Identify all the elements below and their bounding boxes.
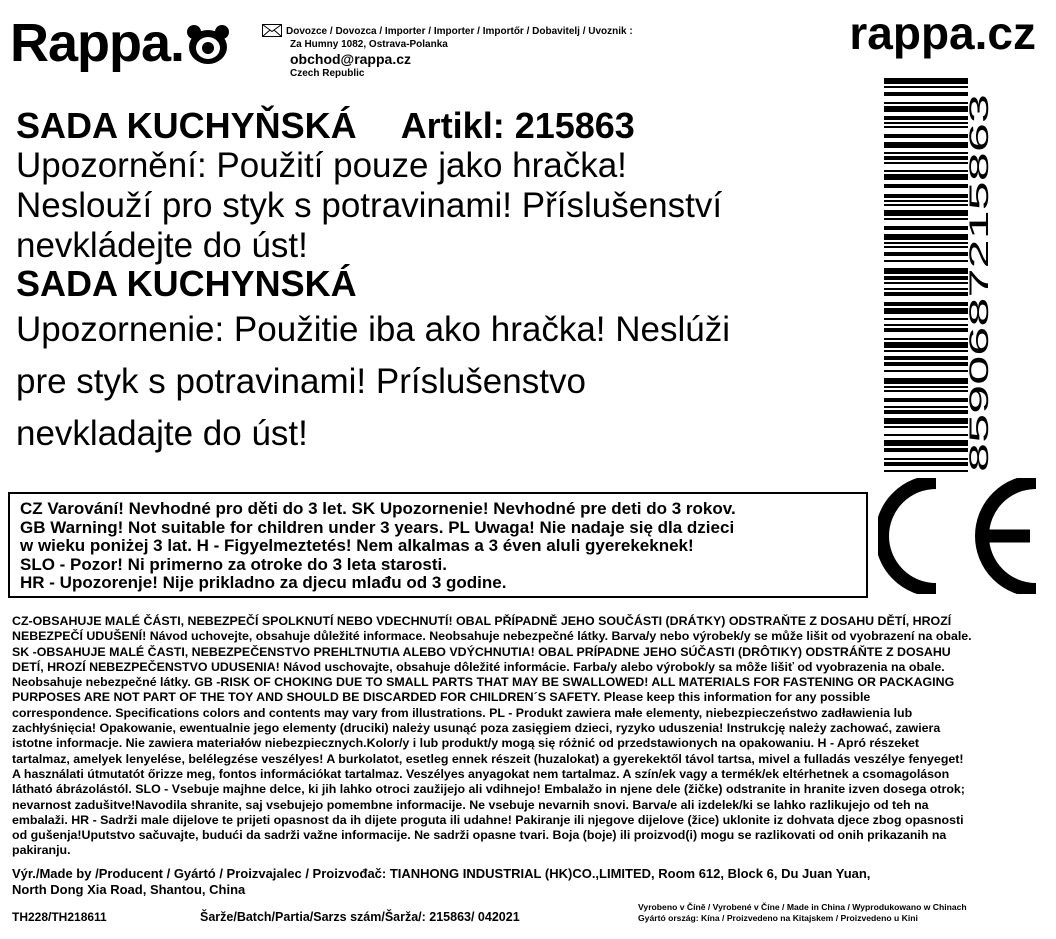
barcode-bar xyxy=(884,200,968,202)
barcode-bar xyxy=(884,282,968,284)
age-warning-line: GB Warning! Not suitable for children under 3 years. PL Uwaga! Nie nadaje się dla dzieci xyxy=(20,517,735,537)
barcode-bar xyxy=(884,122,968,124)
warning-cz-line-3: nevkládejte do úst! xyxy=(16,226,308,265)
barcode-bar xyxy=(884,288,968,290)
small-print-line: CZ-OBSAHUJE MALÉ ČÁSTI, NEBEZPEČÍ SPOLKNUTÍ NEBO VDECHNUTÍ! OBAL PŘÍPADNĚ JEHO SOUČÁSTI (DRÁTKY) ODSTRAŇTE Z DOSAHU DĚTÍ, HROZÍ xyxy=(12,614,952,628)
barcode-bar xyxy=(884,410,968,414)
barcode-bar xyxy=(884,170,968,172)
barcode-bar xyxy=(884,406,968,408)
ce-mark-icon xyxy=(878,478,1046,594)
barcode-bar xyxy=(884,142,968,148)
title-row-cz xyxy=(16,106,876,146)
origin-line-1: Vyrobeno v Číně / Vyrobené v Číne / Made in China / Wyprodukowano w Chinach xyxy=(638,902,967,912)
manufacturer-block xyxy=(12,866,1012,898)
barcode-bar xyxy=(884,426,968,428)
barcode-bar xyxy=(884,434,968,436)
barcode-number: 8590687215863 xyxy=(964,276,994,472)
warning-sk-line-2: pre styk s potravinami! Príslušenstvo xyxy=(16,362,586,401)
origin-line-2: Gyártó ország: Kína / Proizvedeno na Kitajskem / Proizvedeno u Kini xyxy=(638,913,918,923)
country-of-origin xyxy=(638,902,967,924)
age-warning-line: w wieku poniżej 3 lat. H - Figyelmeztetés! Nem alkalmas a 3 éven aluli gyerekeknek! xyxy=(20,536,694,555)
barcode-bar xyxy=(884,462,968,466)
barcode-bar xyxy=(884,194,968,198)
age-warning-line: SLO - Pozor! Ni primerno za otroke do 3 leta starosti. xyxy=(20,554,447,574)
barcode-bar xyxy=(884,242,968,244)
barcode-bar xyxy=(884,448,968,452)
small-print-line: NEBEZPEČÍ UDUŠENÍ! Návod uchovejte, obsahuje důležité informace. Neobsahuje nebezpečné látky. Barva/y nebo výrobek/y se může lišit od vyobrazení na obale. xyxy=(12,629,972,644)
batch-number: Šarže/Batch/Partia/Sarzs szám/Šarža/: 215863/ 042021 xyxy=(200,910,520,924)
warning-sk-line-1: Upozornenie: Použitie iba ako hračka! Neslúži xyxy=(16,310,730,349)
barcode-bar xyxy=(884,102,968,104)
manufacturer-line-1: Výr./Made by /Producent / Gyártó / Proizvajalec / Proizvođač: TIANHONG INDUSTRIAL (HK)CO.,LIMITED, Room 612, Block 6, Du Juan Yuan, xyxy=(12,866,871,881)
barcode-bar xyxy=(884,86,968,88)
small-print-line: Neobsahuje nebezpečné látky. GB -RISK OF CHOKING DUE TO SMALL PARTS THAT MAY BE SWALLOWED! ALL MATERIALS FOR FASTENING OR PACKAGING xyxy=(12,675,955,690)
small-print-line: SK -OBSAHUJE MALÉ ČASTI, NEBEZPEČENSTVO PREHLTNUTIA ALEBO VDÝCHNUTIA! OBAL PRÍPADNE JEHO SÚČASTI (DRÔTIKY) ODSTRÁŇTE Z DOSAHU xyxy=(12,644,951,659)
barcode-bar xyxy=(884,356,968,360)
barcode-bar xyxy=(884,156,968,160)
barcode-bar xyxy=(884,152,968,154)
barcode-bar xyxy=(884,328,968,332)
barcode-bar xyxy=(884,260,968,262)
safety-small-print xyxy=(12,614,1048,859)
barcode-bar xyxy=(884,234,968,240)
barcode-bar xyxy=(884,246,968,248)
barcode-bar xyxy=(884,398,968,402)
warning-cz-line-2: Neslouží pro styk s potravinami! Příslušenství xyxy=(16,186,723,225)
rappa-logo xyxy=(10,13,230,73)
age-warning-line: CZ Varování! Nevhodné pro děti do 3 let. SK Upozornenie! Nevhodné pre deti do 3 rokov. xyxy=(20,499,736,518)
barcode xyxy=(884,76,994,476)
importer-block xyxy=(262,24,633,81)
logo-text: Rappa. xyxy=(10,13,185,73)
barcode-bar xyxy=(884,362,968,366)
product-section xyxy=(16,106,876,454)
barcode-bar xyxy=(884,470,968,472)
barcode-bar xyxy=(884,386,968,388)
barcode-bar xyxy=(884,458,968,460)
small-print-line: embalaži. HR - Sadrži male dijelove te prijeti opasnost da ih dijete proguta ili udahne! Pakiranje ili njegove dijelove (žice) uklonite iz dohvata djece zbog opasnosti xyxy=(12,812,964,827)
barcode-bar xyxy=(884,174,968,180)
small-print-line: DETÍ, HROZÍ NEBEZPEČENSTVO UDUSENIA! Návod uschovajte, obsahuje dôležité informácie. Farba/y alebo výrobok/y sa môže lišiť od vyobrazenia na obale. xyxy=(12,659,945,674)
article-number: Artikl: 215863 xyxy=(400,105,635,146)
importer-label: Dovozce / Dovozca / Importer / Importer / Importőr / Dobavitelj / Uvoznik : xyxy=(286,26,633,37)
small-print-line: nevarnost zadušitve!Navodila shranite, saj vsebujejo pomembne informacije. Ne vsebuje nevarnih snovi. Barva/e ali izdelek/ki se lahko razlikujejo od teh na xyxy=(12,797,929,812)
barcode-bar xyxy=(884,318,968,320)
age-warning-line: HR - Upozorenje! Nije prikladno za djecu mlađu od 3 godine. xyxy=(20,573,507,592)
small-print-line: istotne informacje. Nie zawiera materiałów niebezpiecznych.Kolor/y i lub produkt/y mogą się różnić od przedstawionych na opakowaniu. H - Apró részeket xyxy=(12,736,920,751)
brand-url: rappa.cz xyxy=(849,7,1036,59)
barcode-bar xyxy=(884,268,968,274)
small-print-line: od gušenja!Uputstvo sačuvajte, budući da sadrži važne informacije. Ne sadrži opasne tvari. Boja (boje) ili proizvod(i) mogu se razlikovati od onih prikazanih na xyxy=(12,828,947,843)
barcode-bar xyxy=(884,184,968,188)
age-warning-box xyxy=(8,492,868,598)
small-print-line: látható ábrázolástól. SLO - Vsebuje majhne delce, ki jih lahko otroci zaužijejo ali vdihnejo! Embalažo in njene dele (žičke) odstranite in hranite izven dosega otrok; xyxy=(12,782,965,797)
barcode-bar xyxy=(884,134,968,138)
barcode-bar xyxy=(884,338,968,340)
importer-address: Za Humny 1082, Ostrava-Polanka xyxy=(290,38,448,50)
warning-sk-line-3: nevkladajte do úst! xyxy=(16,414,308,453)
barcode-bar xyxy=(884,106,968,112)
barcode-bar xyxy=(884,78,968,84)
barcode-bar xyxy=(884,92,968,96)
small-print-line: A használati útmutatót őrizze meg, fontos információkat tartalmaz. Veszélyes anyagokat nem tartalmaz. A szín/ek vagy a termék/ek eltérhetnek a csomagoláson xyxy=(12,766,950,781)
manufacturer-line-2: North Dong Xia Road, Shantou, China xyxy=(12,882,246,897)
barcode-bar xyxy=(884,218,968,220)
model-number: TH228/TH218611 xyxy=(12,910,107,924)
barcode-bar xyxy=(884,350,968,352)
warning-cz-line-1: Upozornění: Použití pouze jako hračka! xyxy=(16,146,627,185)
importer-email: obchod@rappa.cz xyxy=(290,51,411,67)
envelope-icon xyxy=(262,24,282,37)
barcode-bar xyxy=(884,276,968,280)
barcode-bar xyxy=(884,162,968,164)
small-print-line: pakiranju. xyxy=(12,843,71,858)
barcode-bar xyxy=(884,226,968,230)
barcode-bar xyxy=(884,378,968,384)
barcode-bar xyxy=(884,440,968,446)
barcode-bar xyxy=(884,292,968,296)
barcode-bar xyxy=(884,390,968,392)
product-title-sk: SADA KUCHYNSKÁ xyxy=(16,263,357,304)
barcode-bar xyxy=(884,302,968,306)
barcode-bar xyxy=(884,252,968,256)
barcode-bar xyxy=(884,126,968,128)
small-print-line: PURPOSES ARE NOT PART OF THE TOY AND SHOULD BE DISCARDED FOR CHILDREN´S SAFETY. Please keep this information for any possible xyxy=(12,690,871,705)
bear-face-icon xyxy=(186,23,230,65)
barcode-bar xyxy=(884,370,968,372)
small-print-line: tartalmaz, amelyek lenyelése, belélegzése veszélyes! A burkolatot, esetleg ennek részeit (huzalokat) a gyerekektől távol tartsa, mivel a fulladás veszélye fenyeget! xyxy=(12,751,964,766)
barcode-bar xyxy=(884,204,968,206)
barcode-bar xyxy=(884,324,968,326)
product-title-cz: SADA KUCHYŇSKÁ xyxy=(16,105,357,146)
small-print-line: correspondence. Specifications colors and contents may vary from illustrations. PL - Produkt zawiera małe elementy, niebezpieczeństwo zadławienia lub xyxy=(12,705,913,720)
barcode-bar xyxy=(884,342,968,348)
barcode-bar xyxy=(884,308,968,314)
barcode-bar xyxy=(884,418,968,424)
barcode-bar xyxy=(884,116,968,120)
barcode-bars xyxy=(884,78,968,472)
small-print-line: zachłyśnięcia! Opakowanie, ewentualnie jego elementy (druciki) należy usunąć poza zasięgiem dzieci, ryzyko uduszenia! Instrukcję należy zachować, zawiera xyxy=(12,721,941,736)
importer-country: Czech Republic xyxy=(290,68,365,79)
barcode-bar xyxy=(884,210,968,216)
